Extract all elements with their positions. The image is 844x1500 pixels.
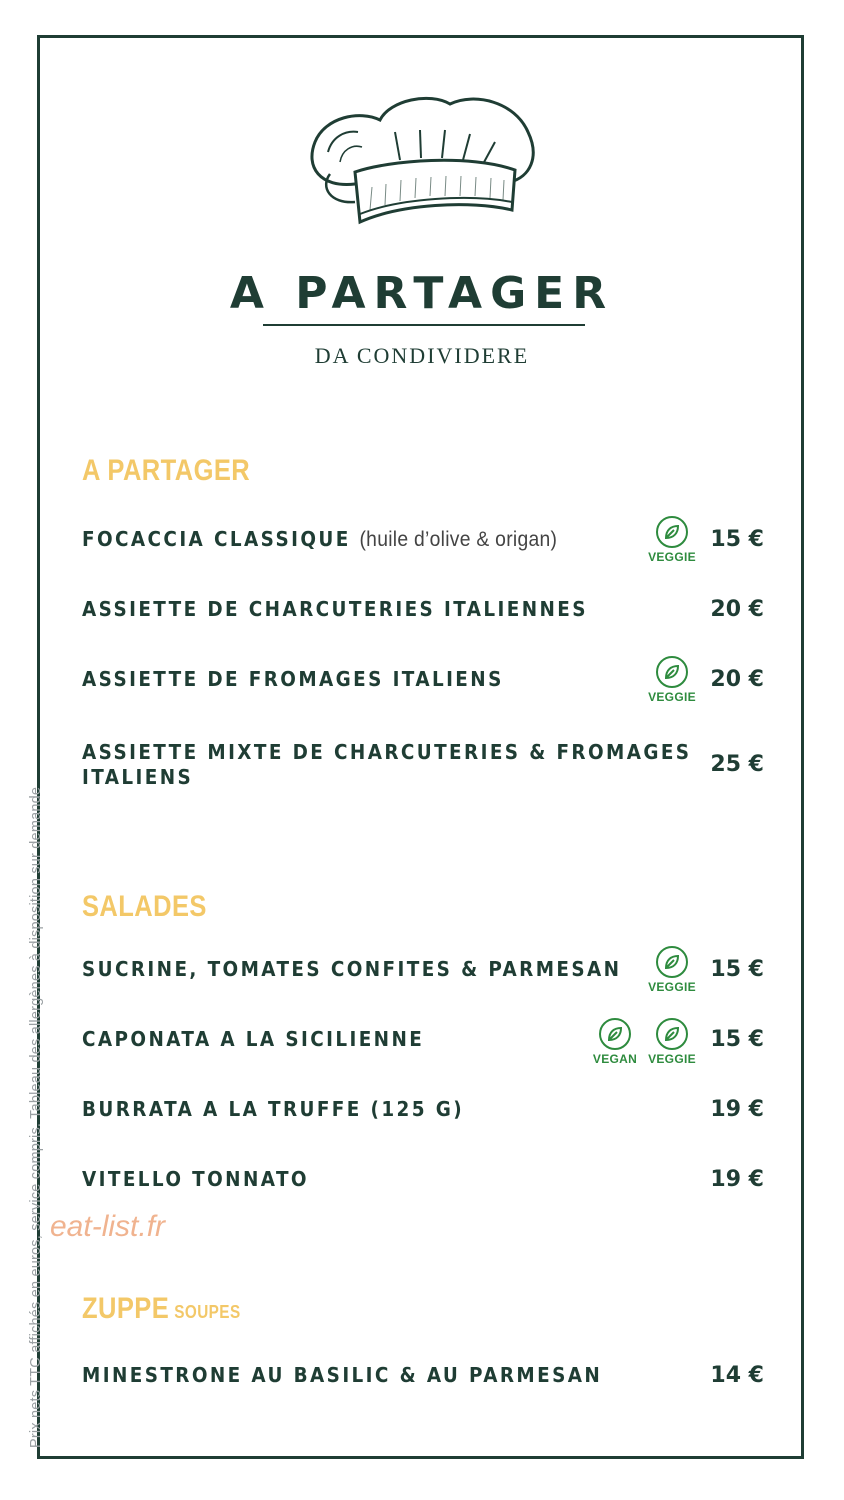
leaf-icon [663, 663, 681, 681]
veggie-badge: VEGGIE [642, 1018, 702, 1066]
page-subtitle: DA CONDIVIDERE [314, 343, 530, 368]
section-title: SALADES [82, 890, 207, 923]
menu-item-price: 15 € [710, 527, 764, 552]
leaf-icon [606, 1025, 624, 1043]
menu-item-name: FOCACCIA CLASSIQUE (huile d’olive & origan) [82, 527, 558, 551]
section-title: A PARTAGER [82, 454, 251, 487]
menu-item-description: (huile d’olive & origan) [359, 528, 558, 551]
menu-item-name: ASSIETTE MIXTE DE CHARCUTERIES & FROMAGES ITALIENS [82, 740, 692, 789]
menu-item-price: 25 € [710, 752, 764, 777]
section-title: ZUPPE SOUPES [82, 1292, 241, 1325]
title-divider [263, 324, 585, 326]
leaf-icon [663, 523, 681, 541]
veggie-badge: VEGGIE [642, 656, 702, 704]
menu-item-price: 20 € [710, 597, 764, 622]
leaf-icon [663, 1025, 681, 1043]
menu-item-price: 15 € [710, 1027, 764, 1052]
menu-item-price: 19 € [710, 1097, 764, 1122]
menu-item-name: SUCRINE, TOMATES CONFITES & PARMESAN [82, 957, 622, 981]
veggie-badge: VEGGIE [642, 516, 702, 564]
menu-item-price: 14 € [710, 1363, 764, 1388]
menu-item-name: MINESTRONE AU BASILIC & AU PARMESAN [82, 1363, 603, 1387]
section-subtitle: SOUPES [174, 1302, 241, 1322]
menu-item-price: 19 € [710, 1167, 764, 1192]
menu-item-name: ASSIETTE DE FROMAGES ITALIENS [82, 667, 504, 691]
chef-hat-icon [300, 92, 545, 232]
menu-item-price: 15 € [710, 957, 764, 982]
menu-item-name: CAPONATA A LA SICILIENNE [82, 1027, 425, 1051]
vegan-badge: VEGAN [585, 1018, 645, 1066]
legal-note: Prix nets TTC affichés en euros, service compris. Tableau des allergènes à disposition sur demande [28, 786, 44, 1448]
menu-item-name: BURRATA A LA TRUFFE (125 G) [82, 1097, 465, 1121]
menu-item-name: VITELLO TONNATO [82, 1167, 309, 1191]
veggie-badge: VEGGIE [642, 946, 702, 994]
page-title: A PARTAGER [229, 268, 615, 319]
leaf-icon [663, 953, 681, 971]
menu-item-price: 20 € [710, 667, 764, 692]
menu-item-name: ASSIETTE DE CHARCUTERIES ITALIENNES [82, 597, 588, 621]
watermark: eat-list.fr [50, 1210, 166, 1243]
